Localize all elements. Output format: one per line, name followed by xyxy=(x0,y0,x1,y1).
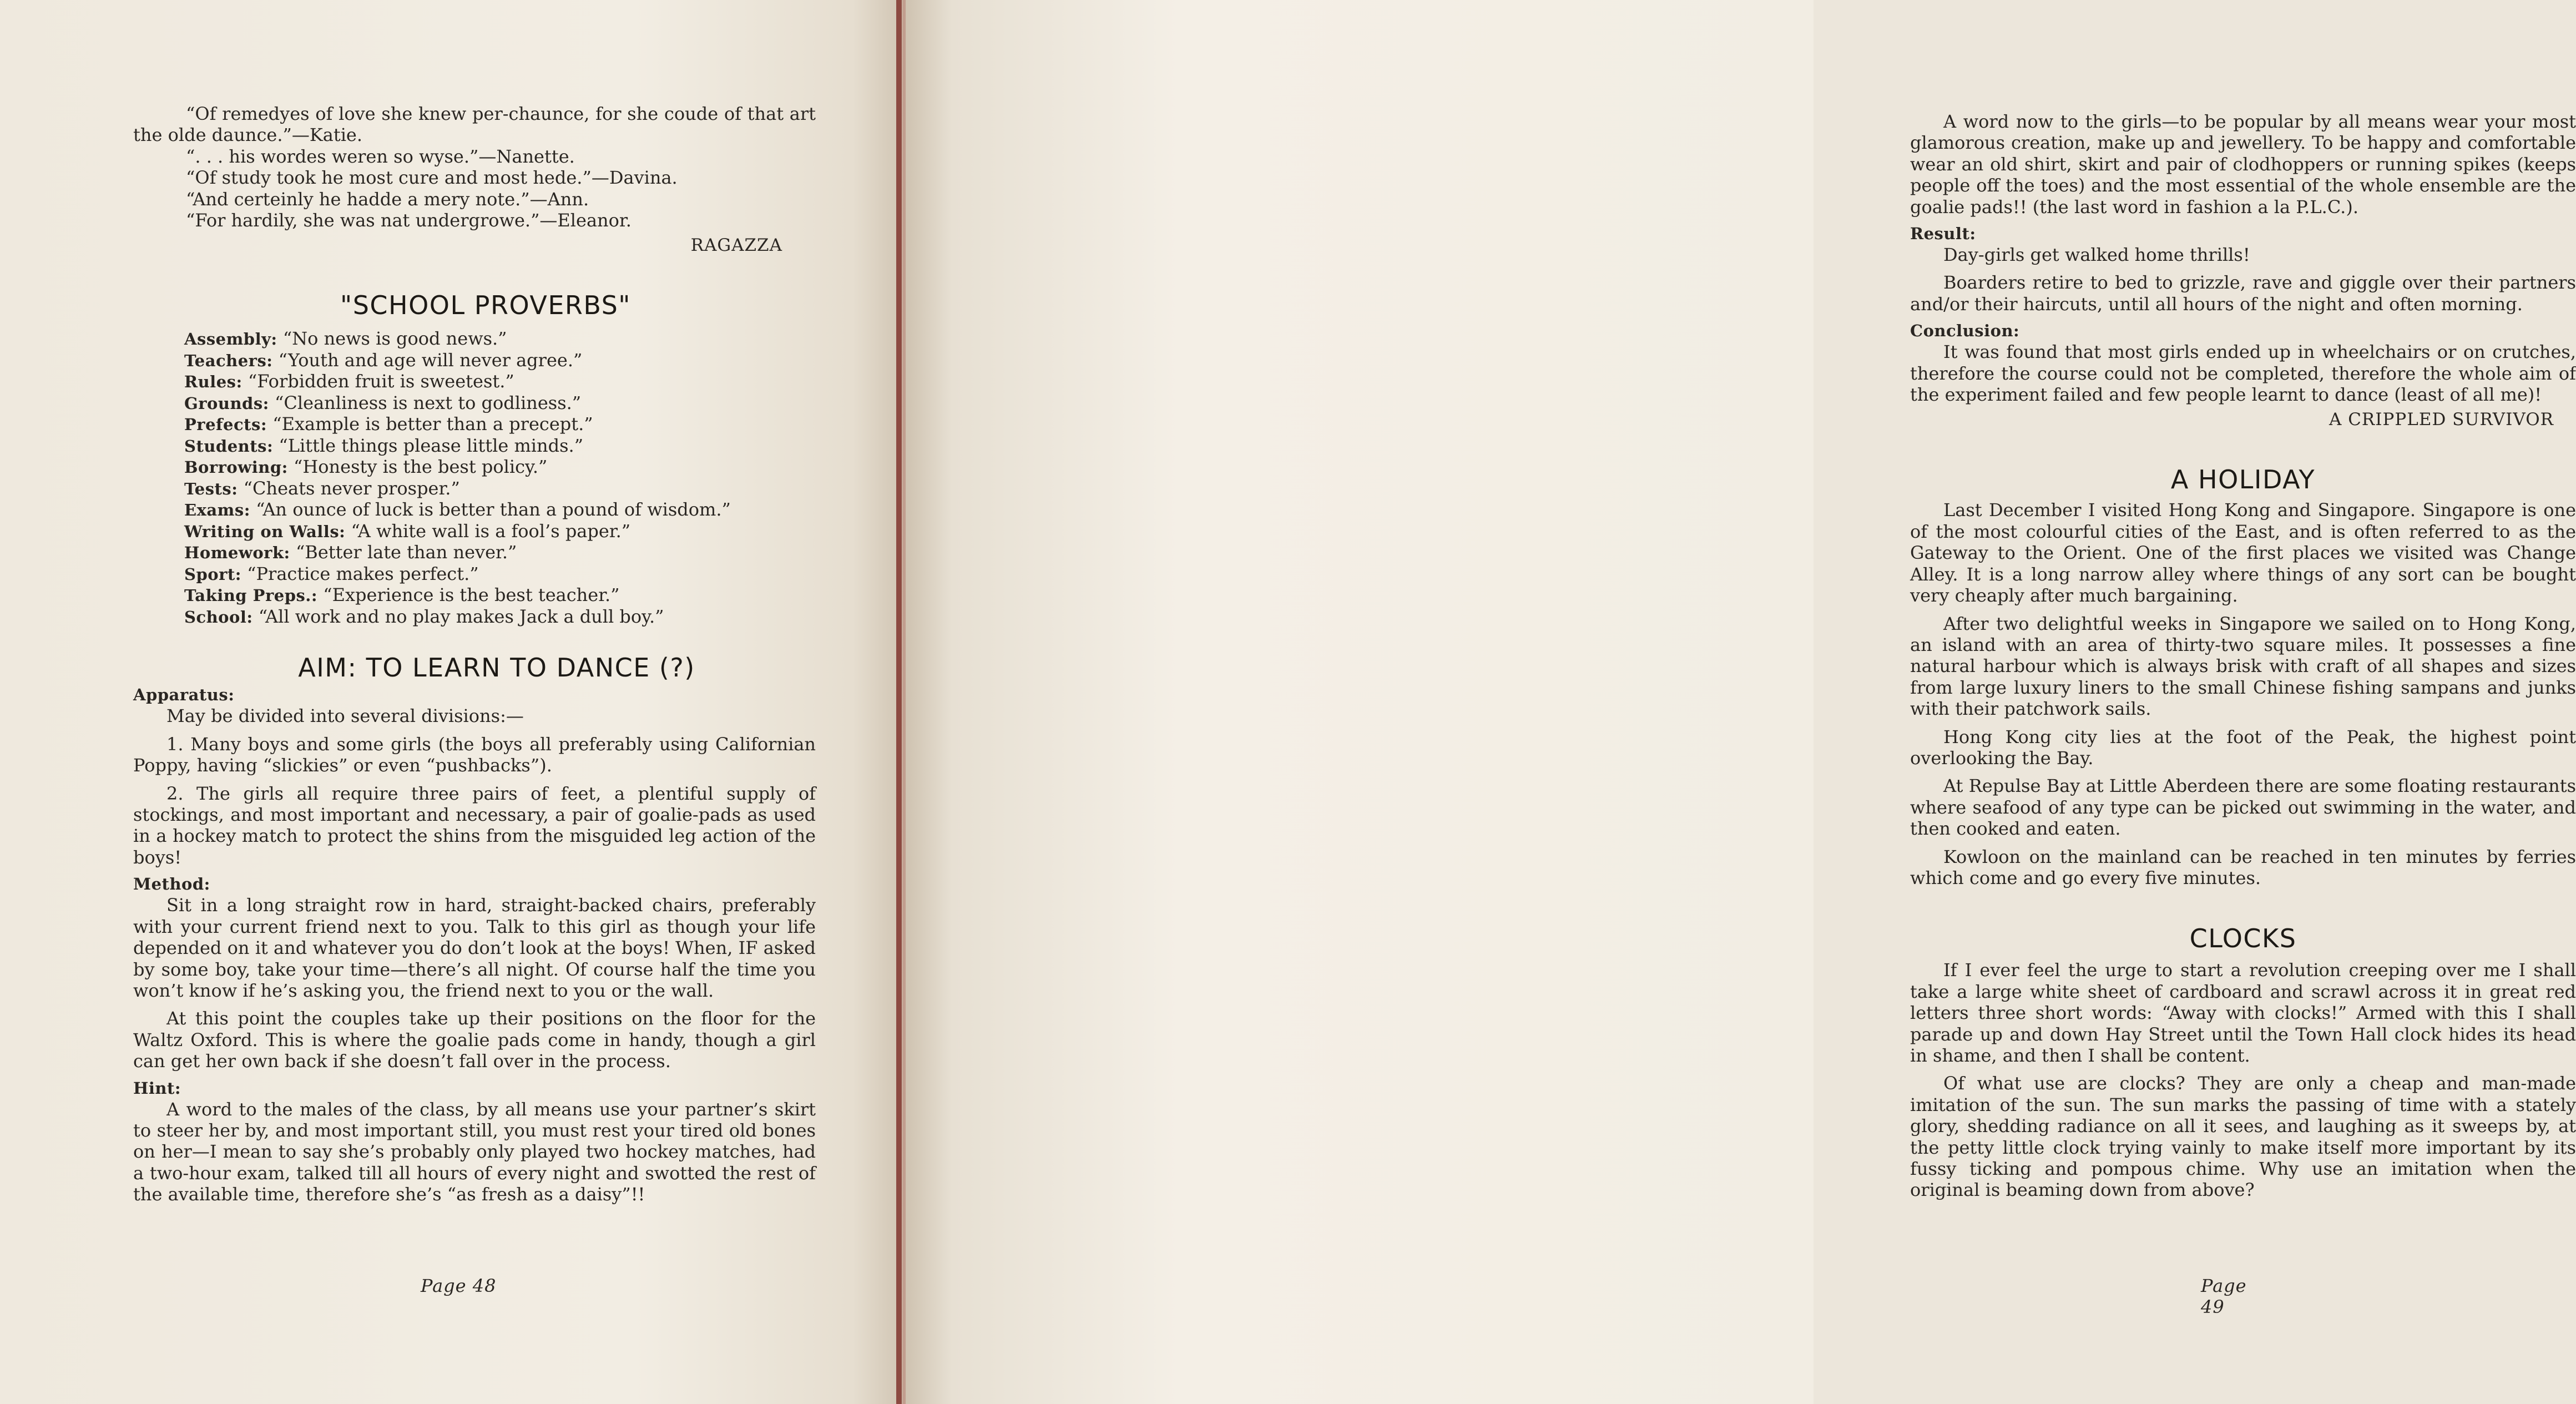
result-paragraph-2: Boarders retire to bed to grizzle, rave and giggle over their partners and/or their haircuts, until all hours of the night and often morning. xyxy=(1910,272,2576,315)
right-page-column xyxy=(1910,111,2576,1201)
proverb-item xyxy=(184,436,816,457)
holiday-heading: A HOLIDAY xyxy=(2170,464,2316,495)
proverb-text: “Practice makes perfect.” xyxy=(247,563,479,584)
page-number-right: Page 49 xyxy=(2201,1275,2247,1317)
holiday-paragraph-2: After two delightful weeks in Singapore we sailed on to Hong Kong, an island with an area of thirty-two square miles. It possesses a fine natural harbour which is always brisk with craft of all shapes and sizes from large luxury liners to the small Chinese fishing sampans and junks with their patchwork sails. xyxy=(1910,613,2576,720)
holiday-paragraph-5: Kowloon on the mainland can be reached in ten minutes by ferries which come and go every five minutes. xyxy=(1910,846,2576,888)
apparatus-item-2: 2. The girls all require three pairs of feet, a plentiful supply of stockings, and most important and necessary, a pair of goalie-pads as used in a hockey match to protect the shins from the misguided leg action of the boys! xyxy=(133,782,816,868)
girls-paragraph: A word now to the girls—to be popular by all means wear your most glamorous creation, make up and jewellery. To be happy and comfortable wear an old shirt, skirt and pair of clodhoppers or running spikes (keeps people off the toes) and the most essential of the whole ensemble are the goalie pads!! (the last word in fashion a la P.L.C.). xyxy=(1910,111,2576,218)
proverb-item xyxy=(184,564,816,585)
clocks-paragraph-2: Of what use are clocks? They are only a cheap and man-made imitation of the sun. The sun marks the passing of time with a stately glory, shedding radiance on all it sees, and laughing as it sweeps by, at the petty little clock trying vainly to make itself more important by its fussy ticking and pompous chime. Why use an imitation when the original is beaming down from above? xyxy=(1910,1073,2576,1201)
proverb-text: “Experience is the best teacher.” xyxy=(323,584,620,606)
proverb-item xyxy=(184,393,816,415)
poem-quotes xyxy=(133,103,816,256)
proverb-item xyxy=(184,414,816,436)
hint-label: Hint: xyxy=(133,1078,181,1098)
page-number-left: Page 48 xyxy=(421,1275,497,1296)
survivor-signature: A CRIPPLED SURVIVOR xyxy=(2328,410,2554,430)
proverb-key: Taking Preps.: xyxy=(184,586,318,605)
proverb-key: Prefects: xyxy=(184,415,267,435)
proverb-item xyxy=(184,542,816,564)
proverb-item xyxy=(184,585,816,607)
holiday-paragraph-1: Last December I visited Hong Kong and Singapore. Singapore is one of the most colourful cities of the East, and is often referred to as the Gateway to the Orient. One of the first places we visited was Change Alley. It is a long narrow alley where things of any sort can be bought very cheaply after much bargaining. xyxy=(1910,499,2576,607)
dance-heading: AIM: TO LEARN TO DANCE (?) xyxy=(298,653,695,683)
poem-line: “Of remedyes of love she knew per-chaunce, for she coude of that art the olde daunce.”—Katie. xyxy=(133,103,816,146)
left-page xyxy=(0,0,907,1404)
apparatus-label: Apparatus: xyxy=(133,685,235,705)
proverb-text: “Cheats never prosper.” xyxy=(243,477,460,499)
proverb-item xyxy=(184,371,816,393)
book-spine xyxy=(896,0,902,1404)
proverb-key: Sport: xyxy=(184,564,241,584)
proverb-item xyxy=(184,457,816,478)
proverb-key: Students: xyxy=(184,436,274,456)
result-paragraph-1: Day-girls get walked home thrills! xyxy=(1943,244,2250,266)
proverb-key: Exams: xyxy=(184,501,250,520)
right-page xyxy=(907,0,2576,1404)
proverbs-heading: "SCHOOL PROVERBS" xyxy=(340,290,631,321)
proverb-text: “Better late than never.” xyxy=(295,542,517,563)
method-paragraph-1: Sit in a long straight row in hard, straight-backed chairs, preferably with your current friend next to you. Talk to this girl as though your life depended on it and whatever you do don’t look at the boys! When, IF asked by some boy, take your time—there’s all night. Of course half the time you won’t know if he’s asking you, the friend next to you or the wall. xyxy=(133,895,816,1001)
proverb-text: “Forbidden fruit is sweetest.” xyxy=(248,371,514,392)
proverb-text: “All work and no play makes Jack a dull boy.” xyxy=(258,605,664,627)
proverb-text: “Cleanliness is next to godliness.” xyxy=(275,392,582,413)
method-paragraph-2: At this point the couples take up their positions on the floor for the Waltz Oxford. This is where the goalie pads come in handy, though a girl can get her own back if she doesn’t fall over in the process. xyxy=(133,1008,816,1072)
proverb-text: “Youth and age will never agree.” xyxy=(278,349,583,371)
proverb-text: “Example is better than a precept.” xyxy=(272,413,593,435)
proverb-key: Assembly: xyxy=(184,330,277,349)
proverb-item xyxy=(184,350,816,372)
proverb-key: Writing on Walls: xyxy=(184,522,346,541)
proverb-key: School: xyxy=(184,607,253,627)
proverb-key: Borrowing: xyxy=(184,458,288,477)
proverb-item xyxy=(184,329,816,350)
poem-line: “Of study took he most cure and most hede.”—Davina. xyxy=(186,167,678,189)
proverb-key: Tests: xyxy=(184,479,238,498)
proverb-item xyxy=(184,521,816,543)
apparatus-item-1: 1. Many boys and some girls (the boys all preferably using Californian Poppy, having “slickies” or even “pushbacks”). xyxy=(133,733,816,776)
method-label: Method: xyxy=(133,875,210,894)
proverb-item xyxy=(184,607,816,628)
hint-paragraph: A word to the males of the class, by all means use your partner’s skirt to steer her by, and most important still, you must rest your tired old bones on her—I mean to say she’s probably only played two hockey matches, had a two-hour exam, talked till all hours of every night and swotted the rest of the available time, therefore she’s “as fresh as a daisy”!! xyxy=(133,1098,816,1205)
proverb-key: Rules: xyxy=(184,372,243,392)
proverb-text: “No news is good news.” xyxy=(282,328,507,350)
proverbs-list xyxy=(184,329,816,628)
apparatus-intro: May be divided into several divisions:— xyxy=(166,705,524,727)
conclusion-paragraph: It was found that most girls ended up in wheelchairs or on crutches, therefore the course could not be completed, therefore the whole aim of the experiment failed and few people learnt to dance (least of all me)! xyxy=(1910,341,2576,406)
left-page-column xyxy=(133,103,816,1205)
poem-line: “. . . his wordes weren so wyse.”—Nanette. xyxy=(186,145,575,167)
poem-line: “For hardily, she was nat undergrowe.”—Eleanor. xyxy=(186,210,632,231)
proverb-key: Teachers: xyxy=(184,351,273,370)
clocks-paragraph-1: If I ever feel the urge to start a revolution creeping over me I shall take a large white sheet of cardboard and scrawl across it in great red letters three short words: “Away with clocks!” Armed with this I shall parade up and down Hay Street until the Town Hall clock hides its head in shame, and then I shall be content. xyxy=(1910,959,2576,1066)
result-label: Result: xyxy=(1910,224,1976,244)
proverb-text: “Honesty is the best policy.” xyxy=(293,456,548,478)
proverb-text: “An ounce of luck is better than a pound of wisdom.” xyxy=(256,499,731,521)
book-spine-shadow xyxy=(902,0,906,1404)
proverb-key: Homework: xyxy=(184,543,290,563)
poem-line: “And certeinly he hadde a mery note.”—Ann. xyxy=(186,188,589,210)
poem-signature: RAGAZZA xyxy=(690,235,782,256)
conclusion-label: Conclusion: xyxy=(1910,321,2020,341)
proverb-text: “A white wall is a fool’s paper.” xyxy=(351,520,631,542)
proverb-item xyxy=(184,478,816,500)
holiday-paragraph-3: Hong Kong city lies at the foot of the Peak, the highest point overlooking the Bay. xyxy=(1910,726,2576,769)
proverb-item xyxy=(184,499,816,521)
proverb-text: “Little things please little minds.” xyxy=(279,435,584,456)
clocks-heading: CLOCKS xyxy=(2189,923,2297,954)
holiday-paragraph-4: At Repulse Bay at Little Aberdeen there are some floating restaurants where seafood of any type can be picked out swimming in the water, and then cooked and eaten. xyxy=(1910,775,2576,840)
proverb-key: Grounds: xyxy=(184,393,269,413)
